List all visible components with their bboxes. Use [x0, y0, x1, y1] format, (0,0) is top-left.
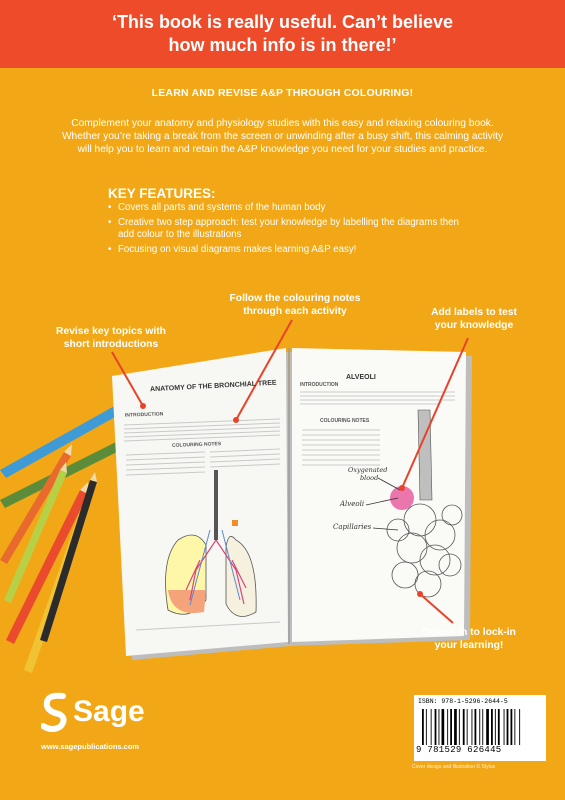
callout-follow-notes — [220, 292, 370, 318]
callout-colour-in — [404, 626, 534, 652]
key-features-title: KEY FEATURES: — [108, 186, 216, 201]
cover-credit: Cover design and illustration © Stylus — [412, 764, 496, 770]
callout-text: your knowledge — [434, 320, 514, 331]
callout-text: short introductions — [63, 339, 159, 350]
right-page-title: ALVEOLI — [346, 374, 376, 381]
callout-add-labels — [414, 306, 534, 332]
left-page-title: ANATOMY OF THE BRONCHIAL TREE — [149, 379, 277, 394]
barcode-bars — [422, 709, 538, 745]
quote-line-2: how much info is in there!’ — [168, 35, 397, 55]
handwritten-label-capillaries: Capillaries — [333, 523, 372, 531]
sage-logo-icon — [41, 692, 67, 732]
quote-line-1: ‘This book is really useful. Can’t believe — [111, 12, 454, 32]
left-page-intro-heading: INTRODUCTION — [124, 411, 164, 419]
intro-paragraph: Complement your anatomy and physiology studies with this easy and relaxing colouring book. Whether you’re taking a break from the screen or unwinding after a busy shift, this calming activity will help you to learn and retain the A&P knowledge you need for your studies and practice. — [61, 118, 504, 155]
callout-text: your learning! — [434, 640, 504, 651]
publisher-logo — [41, 692, 145, 732]
open-book — [112, 348, 472, 660]
right-page-intro-heading: INTRODUCTION — [300, 382, 339, 388]
publisher-name: Sage — [73, 695, 145, 728]
left-page-notes-heading: COLOURING NOTES — [171, 441, 222, 449]
callout-text: Colour in to lock-in — [422, 627, 516, 638]
callout-text: Revise key topics with — [56, 326, 166, 337]
publisher-url: www.sagepublications.com — [41, 742, 140, 751]
isbn-barcode — [414, 695, 546, 761]
section-heading: LEARN AND REVISE A&P THROUGH COLOURING! — [151, 87, 414, 99]
callout-text: Add labels to test — [431, 307, 517, 318]
key-feature-item: • Creative two step approach: test your knowledge by labelling the diagrams then add colour to the illustrations — [108, 217, 468, 242]
handwritten-label-alveoli: Alveoli — [340, 500, 365, 508]
handwritten-label-oxygenated: Oxygenated — [348, 466, 388, 474]
isbn-label: ISBN: 978-1-5296-2644-5 — [418, 698, 508, 705]
handwritten-label-blood: blood — [360, 474, 379, 482]
callout-text: Follow the colouring notes — [229, 293, 361, 304]
callout-revise-topics — [46, 325, 176, 351]
key-feature-item: • Focusing on visual diagrams makes learning A&P easy! — [108, 244, 468, 257]
key-feature-item: • Covers all parts and systems of the human body — [108, 202, 468, 215]
isbn-digits: 9 781529 626445 — [416, 745, 502, 755]
callout-text: through each activity — [243, 306, 347, 317]
right-page-notes-heading: COLOURING NOTES — [320, 418, 370, 424]
